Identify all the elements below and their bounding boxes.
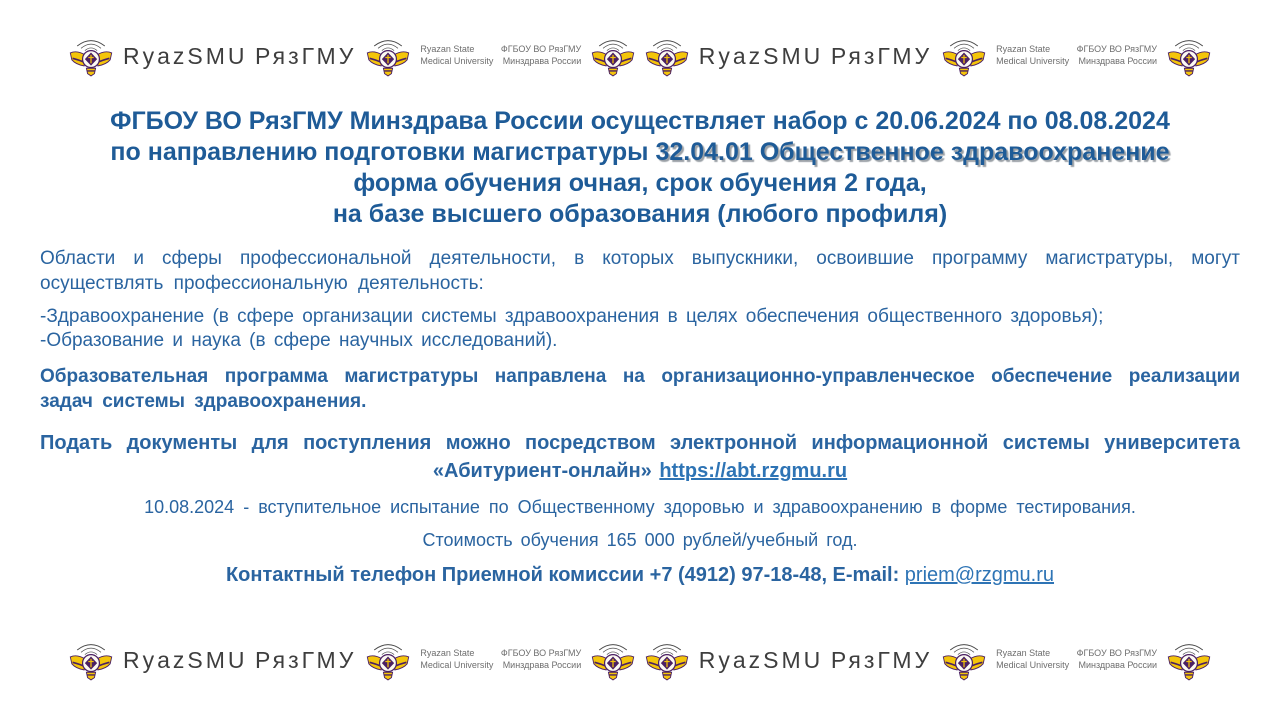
- logo-group-ryazsmu: [68, 635, 248, 685]
- ryazgmu-wordmark: РязГМУ: [255, 646, 357, 673]
- cost-line: Стоимость обучения 165 000 рублей/учебный год.: [422, 530, 858, 550]
- logo-subtext-ru: [501, 648, 581, 671]
- university-crest-icon: [941, 31, 987, 81]
- university-crest-icon: [365, 31, 411, 81]
- university-crest-icon: [365, 31, 411, 81]
- logo-group-fgbou: [501, 635, 636, 685]
- ryazsmu-wordmark: RyazSMU: [698, 42, 824, 69]
- announcement-heading: [0, 106, 1280, 230]
- logo-subtext-en-line2: Medical University: [996, 660, 1070, 670]
- logo-group-ryazgmu: [831, 31, 1069, 81]
- university-crest-icon: [590, 635, 636, 685]
- logo-subtext-en: [996, 648, 1069, 671]
- logo-subtext-ru-line2: Минздрава России: [1078, 56, 1157, 66]
- list-item-education: -Образование и наука (в сфере научных исследований).: [40, 330, 558, 351]
- university-crest-icon: [644, 635, 690, 685]
- logo-group-ryazgmu: [831, 635, 1069, 685]
- heading-line2: [0, 137, 1280, 168]
- logo-subtext-ru-line2: Минздрава России: [502, 660, 582, 670]
- priem-email-link[interactable]: priem@rzgmu.ru: [904, 564, 1055, 586]
- ryazsmu-wordmark: RyazSMU: [698, 646, 824, 673]
- university-crest-icon: [68, 31, 114, 81]
- logo-subtext-ru-line2: Минздрава России: [502, 56, 582, 66]
- ryazgmu-wordmark: РязГМУ: [830, 42, 933, 69]
- apply-text: Подать документы для поступления можно посредством электронной информационной системы университета «Абитуриент-онлайн»: [40, 432, 1240, 482]
- university-crest-icon: [941, 31, 987, 81]
- logo-subtext-en: [420, 44, 493, 67]
- abiturient-online-link[interactable]: https://abt.rzgmu.ru: [659, 460, 848, 482]
- logo-subtext-en-line1: Ryazan State: [996, 648, 1051, 659]
- university-crest-icon: [68, 635, 114, 685]
- ryazsmu-wordmark: RyazSMU: [123, 646, 248, 673]
- logo-group-fgbou: [1077, 635, 1212, 685]
- logo-subtext-ru: [1077, 648, 1157, 671]
- logo-strip-bottom: [0, 630, 1280, 690]
- logo-group-ryazsmu: [68, 31, 248, 81]
- logo-subtext-en: [420, 648, 493, 671]
- university-crest-icon: [644, 635, 690, 685]
- ryazgmu-wordmark: РязГМУ: [255, 42, 357, 69]
- university-crest-icon: [1166, 31, 1212, 81]
- activity-list: [40, 305, 1240, 353]
- program-paragraph: Образовательная программа магистратуры направлена на организационно-управленческое обеспечение реализации задач системы здравоохранения.: [40, 366, 1240, 412]
- heading-line3: форма обучения очная, срок обучения 2 года,: [353, 169, 927, 197]
- logo-group-ryazsmu: [644, 635, 824, 685]
- logo-subtext-en-line1: Ryazan State: [420, 648, 475, 659]
- heading-line1: ФГБОУ ВО РязГМУ Минздрава России осуществляет набор с 20.06.2024 по 08.08.2024: [110, 107, 1170, 135]
- logo-group-fgbou: [501, 31, 636, 81]
- logo-subtext-en-line2: Medical University: [996, 56, 1070, 66]
- university-crest-icon: [68, 31, 114, 81]
- contact-text: Контактный телефон Приемной комиссии +7 (4912) 97-18-48, E-mail:: [225, 564, 905, 586]
- university-crest-icon: [365, 635, 411, 685]
- logo-subtext-ru: [1077, 44, 1157, 67]
- university-crest-icon: [644, 31, 690, 81]
- logo-subtext-en-line1: Ryazan State: [996, 44, 1051, 55]
- ryazsmu-wordmark: RyazSMU: [123, 42, 248, 69]
- announcement-body: [40, 246, 1240, 587]
- logo-subtext-ru-line1: ФГБОУ ВО РязГМУ: [500, 648, 582, 659]
- exam-line: 10.08.2024 - вступительное испытание по Общественному здоровью и здравоохранению в форме тестирования.: [144, 497, 1136, 517]
- logo-group-fgbou: [1077, 31, 1212, 81]
- program-code: 32.04.01 Общественное здравоохранение: [655, 138, 1170, 166]
- logo-subtext-ru-line1: ФГБОУ ВО РязГМУ: [1076, 44, 1157, 55]
- logo-subtext-ru-line1: ФГБОУ ВО РязГМУ: [1076, 648, 1157, 659]
- university-crest-icon: [365, 635, 411, 685]
- university-crest-icon: [68, 635, 114, 685]
- logo-subtext-en-line1: Ryazan State: [420, 44, 475, 55]
- logo-strip-top: [0, 26, 1280, 86]
- university-crest-icon: [1166, 31, 1212, 81]
- list-item-healthcare: -Здравоохранение (в сфере организации системы здравоохранения в целях обеспечения общественного здоровья);: [40, 306, 1104, 327]
- university-crest-icon: [590, 31, 636, 81]
- university-crest-icon: [941, 635, 987, 685]
- university-crest-icon: [941, 635, 987, 685]
- university-crest-icon: [590, 31, 636, 81]
- logo-subtext-ru-line1: ФГБОУ ВО РязГМУ: [500, 44, 582, 55]
- contact-line: [40, 564, 1240, 587]
- logo-subtext-en: [996, 44, 1069, 67]
- logo-subtext-ru-line2: Минздрава России: [1078, 660, 1157, 670]
- logo-group-ryazgmu: [255, 31, 493, 81]
- logo-subtext-en-line2: Medical University: [420, 660, 494, 670]
- university-crest-icon: [1166, 635, 1212, 685]
- intro-paragraph: Области и сферы профессиональной деятельности, в которых выпускники, освоившие программу магистратуры, могут осуществлять профессиональную деятельность:: [40, 248, 1240, 294]
- heading-line4: на базе высшего образования (любого профиля): [332, 200, 948, 228]
- heading-line2-prefix: по направлению подготовки магистратуры: [110, 138, 656, 166]
- university-crest-icon: [644, 31, 690, 81]
- apply-paragraph: [40, 429, 1240, 485]
- ryazgmu-wordmark: РязГМУ: [830, 646, 933, 673]
- logo-subtext-en-line2: Medical University: [420, 56, 494, 66]
- logo-group-ryazgmu: [255, 635, 493, 685]
- logo-subtext-ru: [501, 44, 581, 67]
- university-crest-icon: [590, 635, 636, 685]
- university-crest-icon: [1166, 635, 1212, 685]
- logo-group-ryazsmu: [644, 31, 824, 81]
